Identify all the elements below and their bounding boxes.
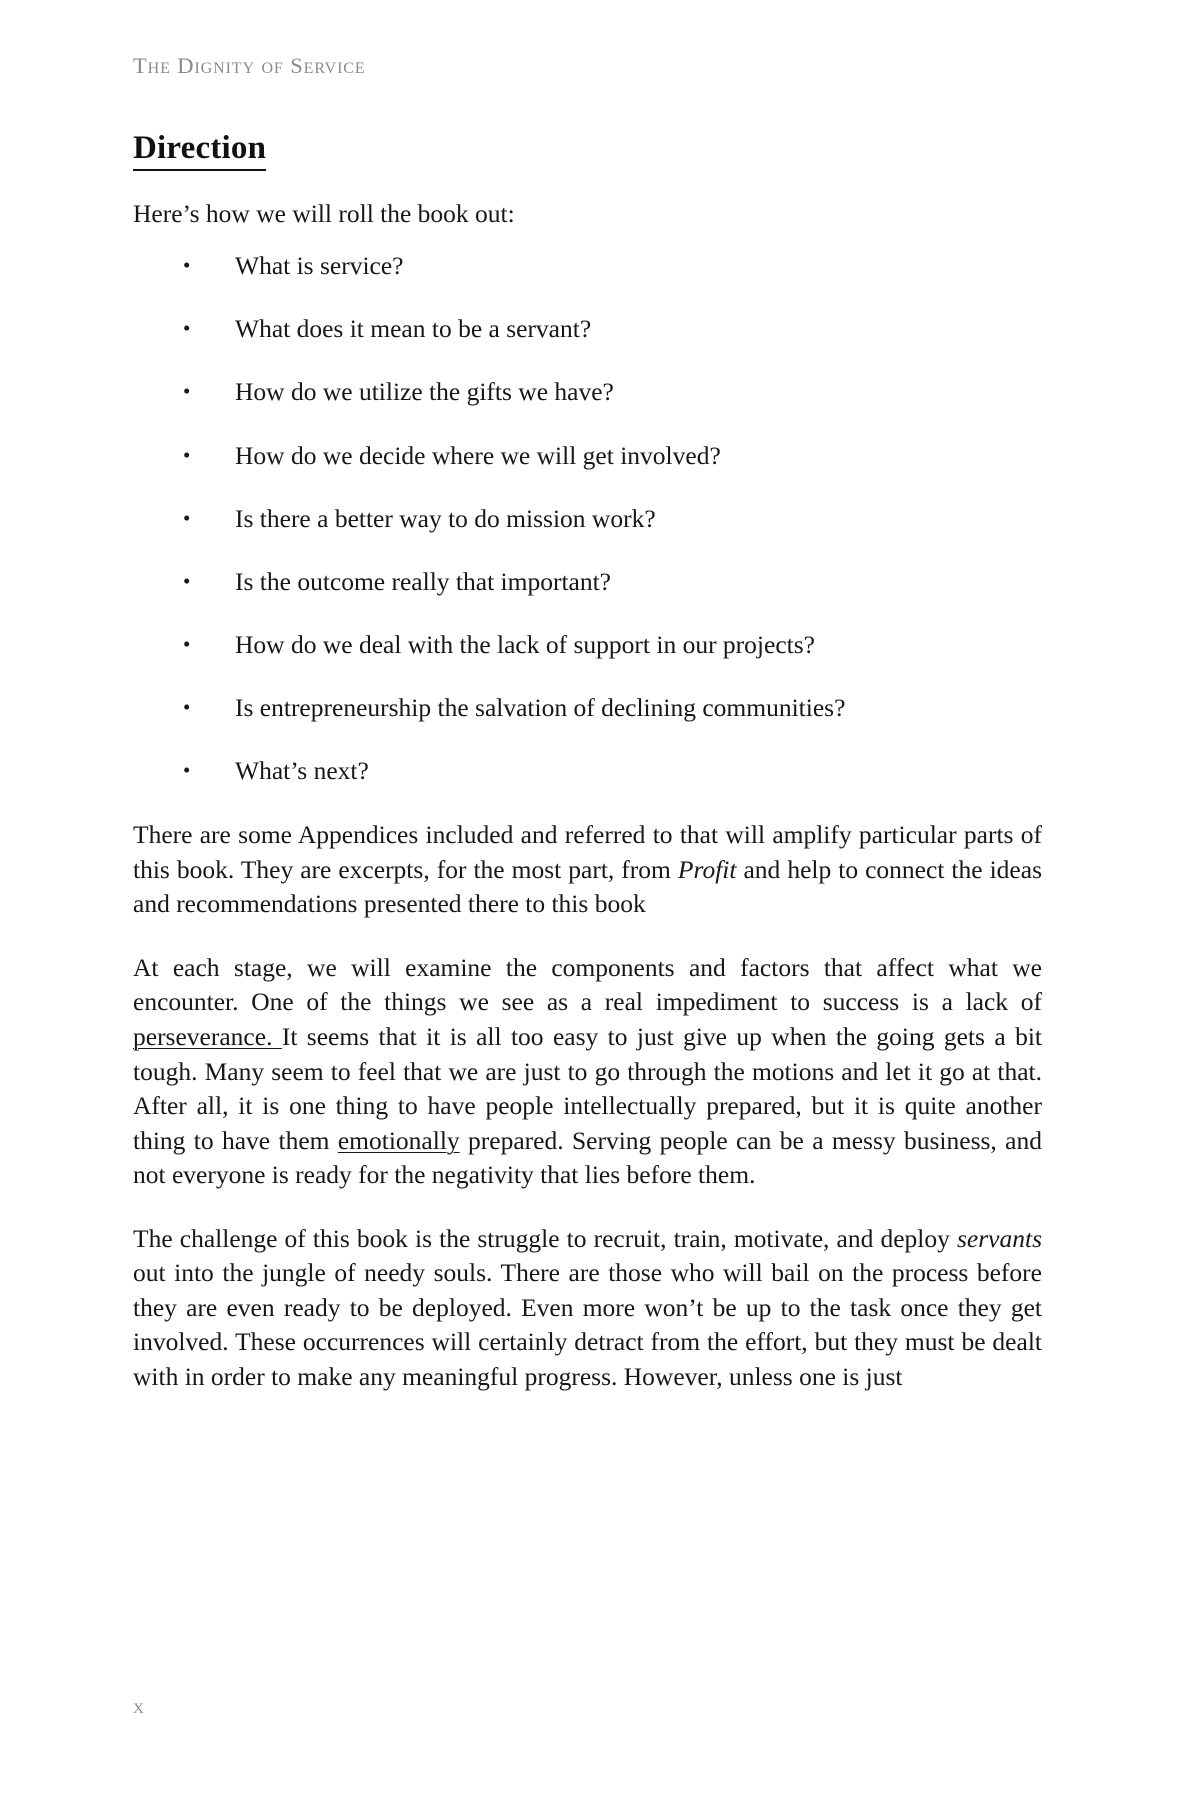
- bullet-icon: •: [183, 631, 191, 656]
- paragraph-text-run: The challenge of this book is the struggle to recruit, train, motivate, and deploy: [133, 1223, 957, 1253]
- bullet-icon: •: [183, 758, 191, 783]
- list-item: [133, 566, 1042, 599]
- paragraph-text-run: and help to connect the ideas and recommendations presented there to this book: [133, 854, 1042, 919]
- paragraph-perseverance: [133, 951, 1042, 1193]
- list-item-label: How do we utilize the gifts we have?: [235, 377, 614, 407]
- outline-list: [133, 250, 1042, 788]
- list-item-label: Is entrepreneurship the salvation of declining communities?: [235, 693, 846, 723]
- emphasis-italic-servants: servants: [957, 1223, 1042, 1253]
- paragraph-challenge: [133, 1222, 1042, 1395]
- paragraph-text-run: At each stage, we will examine the components and factors that affect what we encounter. One of the things we see as a real impediment to success is a lack of: [133, 952, 1042, 1017]
- list-item: [133, 440, 1042, 473]
- emphasis-underline-perseverance: perseverance.: [133, 1022, 282, 1051]
- bullet-icon: •: [183, 253, 191, 278]
- bullet-icon: •: [183, 316, 191, 341]
- list-item-label: What is service?: [235, 251, 404, 281]
- paragraph-text-run: prepared. Serving people can be a messy business, and not everyone is ready for the negativity that lies before them.: [133, 1125, 1042, 1190]
- paragraph-text-run: out into the jungle of needy souls. There are those who will bail on the process before they are even ready to be deployed. Even more won’t be up to the task once they get involved. These occurrences will certainly detract from the effort, but they must be dealt with in order to make any meaningful progress. However, unless one is just: [133, 1258, 1042, 1391]
- list-item: [133, 629, 1042, 662]
- list-item-label: How do we deal with the lack of support in our projects?: [235, 629, 815, 659]
- page-content: [133, 130, 1042, 1394]
- list-item-label: Is there a better way to do mission work?: [235, 503, 656, 533]
- list-item-label: Is the outcome really that important?: [235, 566, 612, 596]
- list-item: [133, 250, 1042, 283]
- paragraph-text-run: It seems that it is all too easy to just give up when the going gets a bit tough. Many seem to feel that we are just to go through the motions and let it go at that. After all, it is one thing to have people intellectually prepared, but it is quite another thing to have them: [133, 1022, 1042, 1155]
- page-title-text: Direction: [133, 130, 266, 171]
- list-item-label: How do we decide where we will get involved?: [235, 440, 721, 470]
- list-item: [133, 376, 1042, 409]
- bullet-icon: •: [183, 379, 191, 404]
- list-item: [133, 503, 1042, 536]
- bullet-icon: •: [183, 695, 191, 720]
- list-item: [133, 313, 1042, 346]
- page-number: x: [133, 1694, 145, 1718]
- paragraph-text-run: There are some Appendices included and referred to that will amplify particular parts of this book. They are excerpts, for the most part, from: [133, 820, 1042, 884]
- emphasis-underline-emotionally: emotionally: [337, 1125, 460, 1155]
- page-title: [133, 130, 1042, 168]
- book-title-italic: Profit: [677, 854, 737, 884]
- list-item-label: What’s next?: [235, 756, 369, 786]
- running-head-text: The Dignity of Service: [133, 53, 366, 78]
- bullet-icon: •: [183, 505, 191, 530]
- paragraph-appendices: [133, 818, 1042, 922]
- list-item-label: What does it mean to be a servant?: [235, 314, 592, 344]
- running-head: [133, 52, 1053, 79]
- intro-line: Here’s how we will roll the book out:: [133, 198, 515, 228]
- bullet-icon: •: [183, 442, 191, 467]
- bullet-icon: •: [183, 568, 191, 593]
- list-item: [133, 692, 1042, 725]
- list-item: [133, 755, 1042, 788]
